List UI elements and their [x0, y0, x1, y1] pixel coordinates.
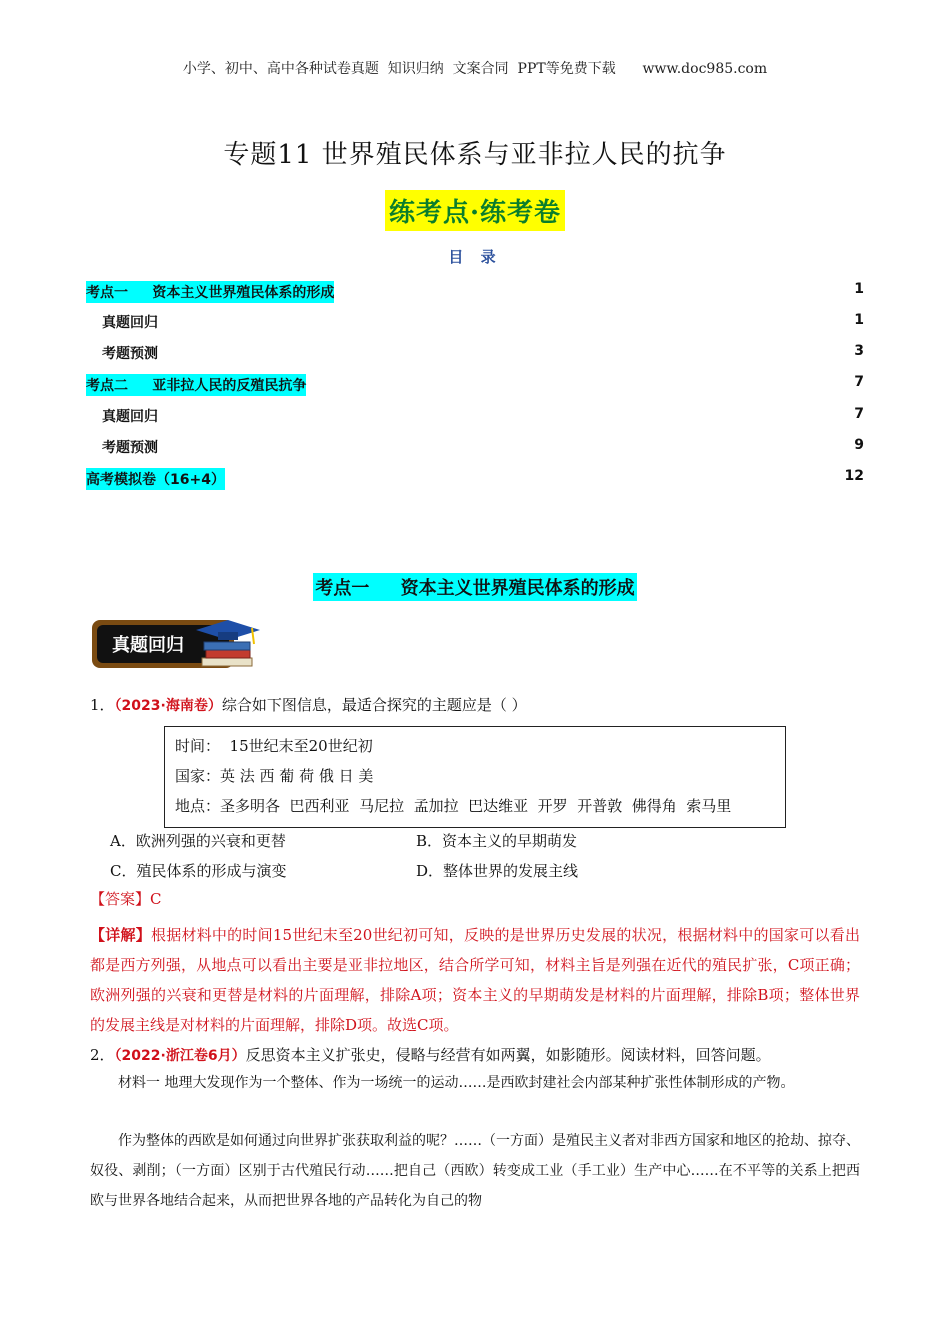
- toc-item[interactable]: [86, 343, 864, 365]
- toc-item-page: 7: [854, 374, 864, 390]
- toc-item-label: 真题回归: [102, 409, 158, 425]
- toc-item[interactable]: [86, 374, 864, 396]
- toc-item-label: 考题预测: [102, 346, 158, 362]
- toc-item-page: 1: [854, 281, 864, 297]
- material-1: 材料一 地理大发现作为一个整体、作为一场统一的运动……是西欧封建社会内部某种扩张性体制形成的产物。: [118, 1075, 795, 1091]
- answer-label: 【答案】: [90, 890, 151, 908]
- option-a[interactable]: A．欧洲列强的兴衰和更替: [110, 832, 286, 850]
- question-text: 反思资本主义扩张史，侵略与经营有如两翼，如影随形。阅读材料，回答问题。: [245, 1046, 771, 1064]
- toc-item[interactable]: [86, 312, 864, 334]
- toc-item-label: 真题回归: [102, 315, 158, 331]
- question-1-stem: [90, 690, 527, 721]
- toc-item[interactable]: [86, 281, 864, 303]
- question-2-stem: [90, 1040, 771, 1071]
- option-d[interactable]: D．整体世界的发展主线: [416, 862, 579, 880]
- section-wrap: [0, 573, 950, 601]
- question-source: （2022·浙江卷6月）: [114, 1048, 246, 1064]
- question-number: 2．: [90, 1046, 115, 1064]
- section-heading: 考点一 资本主义世界殖民体系的形成: [313, 573, 636, 601]
- toc-item-label: 高考模拟卷（16+4）: [86, 468, 225, 490]
- document-title: 专题11 世界殖民体系与亚非拉人民的抗争: [223, 140, 727, 170]
- option-c[interactable]: C．殖民体系的形成与演变: [110, 862, 287, 880]
- material-1-continued: 作为整体的西欧是如何通过向世界扩张获取利益的呢？……（一方面）是殖民主义者对非西方国家和地区的抢劫、掠夺、奴役、剥削；（一方面）区别于古代殖民行动……把自己（西欧）转变成工业（手工业）生产中心……在不平等的关系上把西欧与世界各地结合起来，从而把世界各地的产品转化为自己的物: [90, 1133, 860, 1209]
- toc-item-page: 9: [854, 437, 864, 453]
- info-places: 地点：圣多明各 巴西利亚 马尼拉 孟加拉 巴达维亚 开罗 开普敦 佛得角 索马里: [175, 797, 732, 815]
- option-b[interactable]: B．资本主义的早期萌发: [416, 832, 578, 850]
- toc-item-label: 考题预测: [102, 440, 158, 456]
- page-header: 小学、初中、高中各种试卷真题 知识归纳 文案合同 PPT等免费下载 www.doc985.com: [182, 61, 768, 77]
- answer-value: C: [150, 890, 162, 908]
- badge-label: 真题回归: [112, 635, 184, 656]
- info-box: [164, 726, 786, 828]
- toc-item-page: 3: [854, 343, 864, 359]
- question-number: 1．: [90, 696, 115, 714]
- detail-text: 根据材料中的时间15世纪末至20世纪初可知，反映的是世界历史发展的状况，根据材料中的国家可以看出都是西方列强，从地点可以看出主要是亚非拉地区，结合所学可知，材料主旨是列强在近代的殖民扩张，C项正确；欧洲列强的兴衰和更替是材料的片面理解，排除A项；资本主义的早期萌发是材料的片面理解，排除B项；整体世界的发展主线是对材料的片面理解，排除D项。故选C项。: [90, 926, 860, 1034]
- toc-item[interactable]: [86, 406, 864, 428]
- info-time: 时间： 15世纪末至20世纪初: [175, 737, 373, 755]
- document-subtitle: 练考点·练考卷: [385, 190, 565, 231]
- question-text: 综合如下图信息，最适合探究的主题应是（ ）: [221, 696, 527, 714]
- subtitle-wrap: [0, 190, 950, 231]
- toc-item[interactable]: [86, 437, 864, 459]
- info-countries: 国家：英 法 西 葡 荷 俄 日 美: [175, 767, 374, 785]
- toc-title: 目 录: [448, 248, 502, 266]
- toc-item-page: 7: [854, 406, 864, 422]
- toc-item-label: 考点一 资本主义世界殖民体系的形成: [86, 281, 334, 303]
- detail-block: [90, 920, 860, 1040]
- toc-item-page: 12: [844, 468, 864, 484]
- toc-item[interactable]: [86, 468, 864, 490]
- question-source: （2023·海南卷）: [114, 698, 222, 714]
- section-badge: [90, 614, 262, 676]
- toc-item-page: 1: [854, 312, 864, 328]
- answer-line: [90, 888, 162, 909]
- books-icon: [202, 642, 252, 666]
- detail-label: 【详解】: [90, 926, 151, 944]
- toc-item-label: 考点二 亚非拉人民的反殖民抗争: [86, 374, 306, 396]
